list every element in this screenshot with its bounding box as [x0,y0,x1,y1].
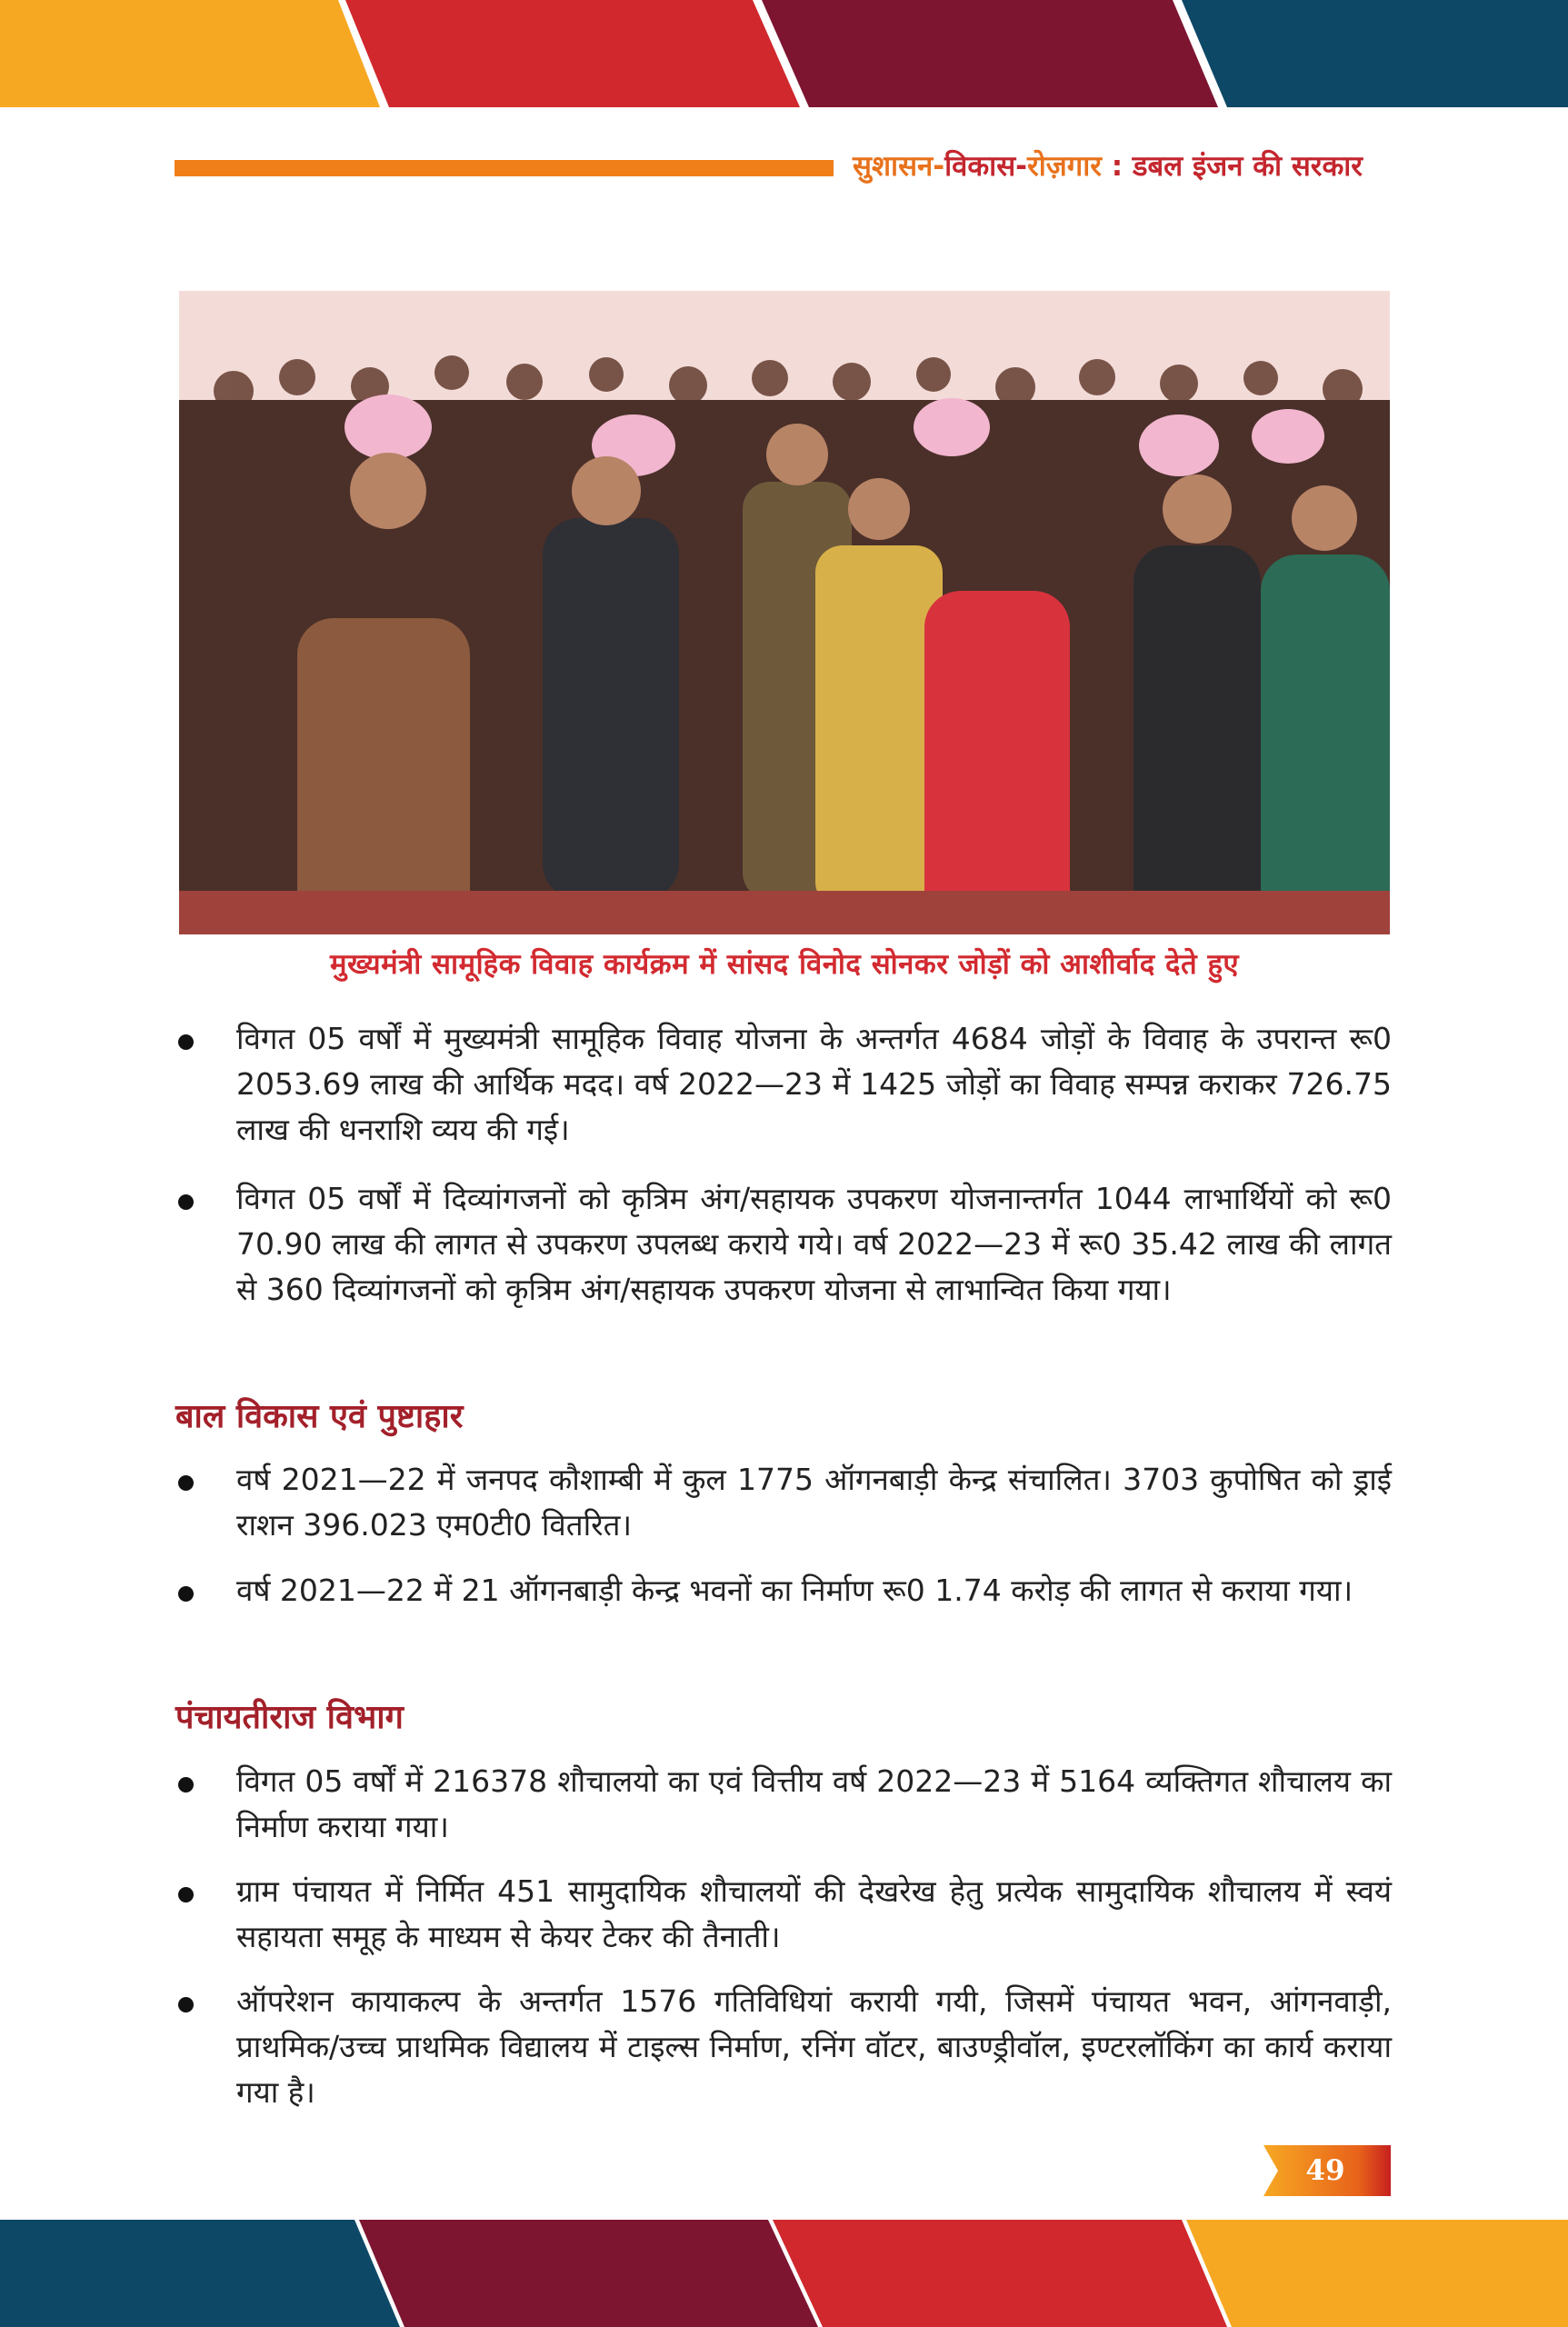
top-color-band [0,0,1568,107]
bullet-dot [178,1997,194,2012]
list-item [178,1176,1392,1313]
list-item [178,1568,1392,1613]
header-title-part3: रोज़गार [1027,150,1102,183]
list-item [178,1457,1392,1548]
bullet-dot [178,1777,194,1793]
photo-caption: मुख्यमंत्री सामूहिक विवाह कार्यक्रम में सांसद विनोद सोनकर जोड़ों को आशीर्वाद देते हुए [329,948,1240,981]
bottom-color-band [0,2220,1568,2327]
header-title-part4: : डबल इंजन की सरकार [1101,150,1363,183]
section-heading-child-development: बाल विकास एवं पुष्टाहार [175,1397,464,1435]
bullet-text: ग्राम पंचायत में निर्मित 451 सामुदायिक शौचालयों की देखरेख हेतु प्रत्येक सामुदायिक शौचालय में स्वयं सहायता समूह के माध्यम से केयर टेकर की तैनाती। [236,1873,1392,1954]
bullet-text: विगत 05 वर्षों में 216378 शौचालयो का एवं वित्तीय वर्ष 2022—23 में 5164 व्यक्तिगत शौचालय का निर्माण कराया गया। [236,1763,1392,1844]
section-heading-panchayati-raj: पंचायतीराज विभाग [175,1698,404,1736]
bullet-dot [178,1034,194,1050]
bullet-text: वर्ष 2021—22 में जनपद कौशाम्बी में कुल 1775 ऑगनबाड़ी केन्द्र संचालित। 3703 कुपोषित को ड्राई राशन 396.023 एम0टी0 वितरित। [236,1462,1392,1543]
bullet-dot [178,1887,194,1903]
event-photo [179,291,1390,934]
bullet-text: विगत 05 वर्षों में दिव्यांगजनों को कृत्रिम अंग/सहायक उपकरण योजनान्तर्गत 1044 लाभार्थियों को रू0 70.90 लाख की लागत से उपकरण उपलब्ध कराये गये। वर्ष 2022—23 में रू0 35.42 लाख की लागत से 360 दिव्यांगजनों को कृत्रिम अंग/सहायक उपकरण योजना से लाभान्वित किया गया। [236,1181,1392,1307]
page-number: 49 [1305,2154,1345,2187]
list-item [178,1016,1392,1153]
bullet-text: विगत 05 वर्षों में मुख्यमंत्री सामूहिक विवाह योजना के अन्तर्गत 4684 जोड़ों के विवाह के उपरान्त रू0 2053.69 लाख की आर्थिक मदद। वर्ष 2022—23 में 1425 जोड़ों का विवाह सम्पन्न कराकर 726.75 लाख की धनराशि व्यय की गई। [236,1021,1392,1147]
bullet-text: वर्ष 2021—22 में 21 ऑगनबाड़ी केन्द्र भवनों का निर्माण रू0 1.74 करोड़ की लागत से कराया गया। [236,1573,1353,1608]
bullet-text: ऑपरेशन कायाकल्प के अन्तर्गत 1576 गतिविधियां करायी गयी, जिसमें पंचायत भवन, आंगनवाड़ी, प्राथमिक/उच्च प्राथमिक विद्यालय में टाइल्स निर्माण, रनिंग वॉटर, बाउण्ड्रीवॉल, इण्टरलॉकिंग का कार्य कराया गया है। [236,1983,1392,2110]
header-rule [175,160,834,176]
bullet-dot [178,1475,194,1491]
header-title-part1: सुशासन- [853,150,945,183]
list-item [178,1979,1392,2115]
page-number-tab [1263,2145,1391,2196]
list-item [178,1869,1392,1960]
bullet-dot [178,1194,194,1210]
header-title-part2: विकास- [944,150,1028,183]
header-title [853,144,1398,189]
list-item [178,1759,1392,1850]
bullet-dot [178,1586,194,1602]
